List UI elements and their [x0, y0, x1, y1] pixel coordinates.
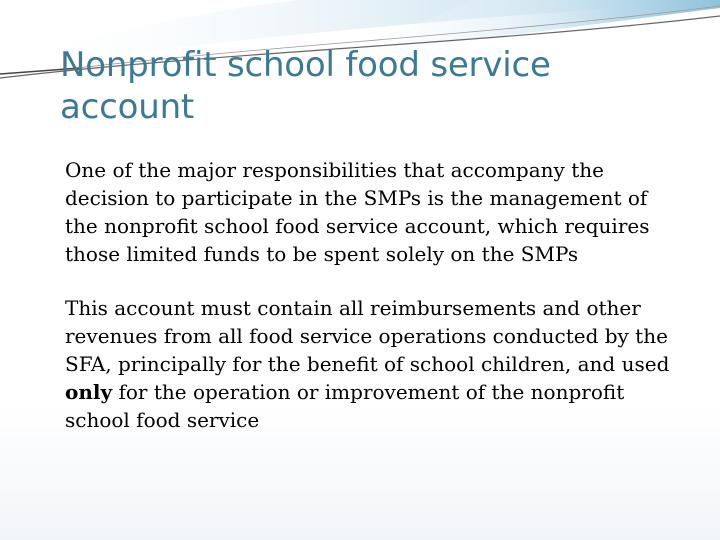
paragraph-responsibilities: One of the major responsibilities that accompany the decision to participate in the SMPs is the management of the nonprofit school food service account, which requires those limited funds to be spent solely on the SMPs: [65, 158, 650, 266]
paragraph-text-after: for the operation or improvement of the nonprofit school food service: [65, 380, 625, 432]
slide-title: Nonprofit school food service account: [60, 45, 551, 127]
slide-body: [65, 156, 675, 434]
paragraph-text-before: This account must contain all reimbursements and other revenues from all food service operations conducted by the SFA, principally for the benefit of school children, and used: [65, 296, 670, 376]
emphasis-only: only: [65, 380, 113, 404]
paragraph-account-requirements: [65, 294, 675, 434]
